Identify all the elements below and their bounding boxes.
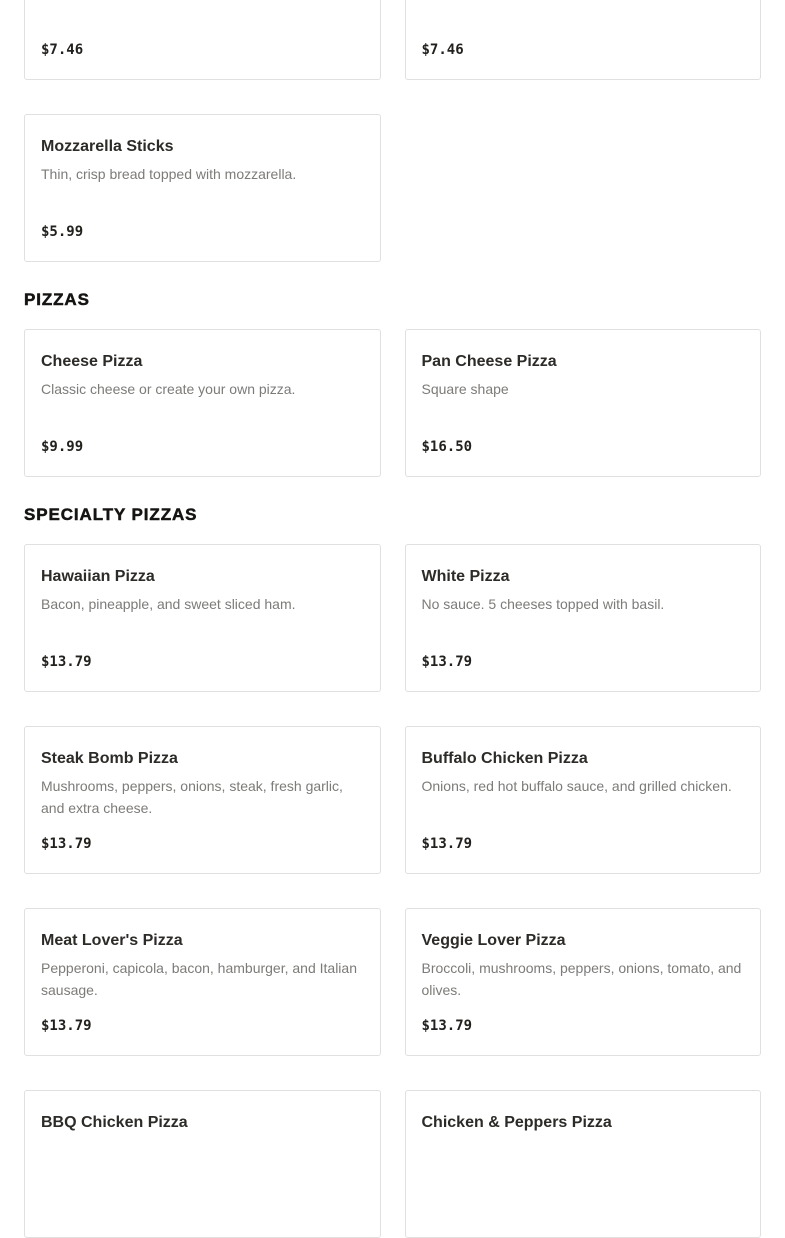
item-name: Cheese Pizza [41, 353, 143, 370]
item-description: Onions, red hot buffalo sauce, and grilled chicken. [421, 778, 732, 794]
menu-item-card[interactable] [405, 1090, 762, 1238]
item-description: Square shape [421, 381, 509, 397]
item-name: Pan Cheese Pizza [421, 353, 557, 370]
menu-item-card[interactable] [405, 0, 762, 80]
menu-item-card[interactable] [405, 908, 762, 1056]
menu-item-card[interactable] [24, 544, 381, 692]
item-description: Broccoli, mushrooms, peppers, onions, tomato, and olives. [421, 960, 742, 998]
item-name: Veggie Lover Pizza [421, 932, 566, 949]
section-heading-pizzas: PIZZAS [24, 290, 90, 309]
item-price: $13.79 [421, 836, 473, 852]
item-name: Buffalo Chicken Pizza [421, 750, 588, 767]
item-price: $13.79 [41, 836, 92, 852]
item-description: Thin, crisp bread topped with mozzarella. [41, 166, 297, 182]
menu-item-card[interactable] [24, 329, 381, 477]
item-name: Meat Lover's Pizza [41, 932, 183, 949]
item-name: BBQ Chicken Pizza [41, 1114, 188, 1131]
item-price: $5.99 [41, 224, 84, 240]
menu-item-card[interactable] [24, 1090, 381, 1238]
item-price: $16.50 [421, 439, 473, 455]
menu-item-card[interactable] [24, 908, 381, 1056]
item-name: Mozzarella Sticks [41, 138, 174, 155]
item-name: White Pizza [421, 568, 510, 585]
item-price: $7.46 [41, 42, 84, 58]
item-price: $13.79 [421, 654, 473, 670]
item-name: Chicken & Peppers Pizza [421, 1114, 612, 1131]
item-description: Classic cheese or create your own pizza. [41, 381, 296, 397]
menu-section-pizzas-grid [24, 329, 761, 477]
item-description: Mushrooms, peppers, onions, steak, fresh garlic, and extra cheese. [41, 778, 343, 816]
item-price: $7.46 [421, 42, 464, 58]
section-heading-specialty-pizzas: SPECIALTY PIZZAS [24, 505, 198, 524]
item-price: $13.79 [421, 1018, 473, 1034]
item-name: Steak Bomb Pizza [41, 750, 178, 767]
menu-item-card[interactable] [405, 544, 762, 692]
item-name: Hawaiian Pizza [41, 568, 155, 585]
item-description: No sauce. 5 cheeses topped with basil. [421, 596, 665, 612]
menu-item-card[interactable] [24, 726, 381, 874]
menu-section-appetizers-grid [24, 0, 761, 262]
item-description: Pepperoni, capicola, bacon, hamburger, and Italian sausage. [41, 960, 357, 998]
menu-item-card[interactable] [24, 114, 381, 262]
menu-item-card[interactable] [405, 726, 762, 874]
menu-item-card[interactable] [405, 329, 762, 477]
item-price: $13.79 [41, 1018, 92, 1034]
item-price: $9.99 [41, 439, 84, 455]
menu-item-card[interactable] [24, 0, 381, 80]
item-price: $13.79 [41, 654, 92, 670]
menu-section-specialty-pizzas-grid [24, 544, 761, 1238]
item-description: Bacon, pineapple, and sweet sliced ham. [41, 596, 296, 612]
